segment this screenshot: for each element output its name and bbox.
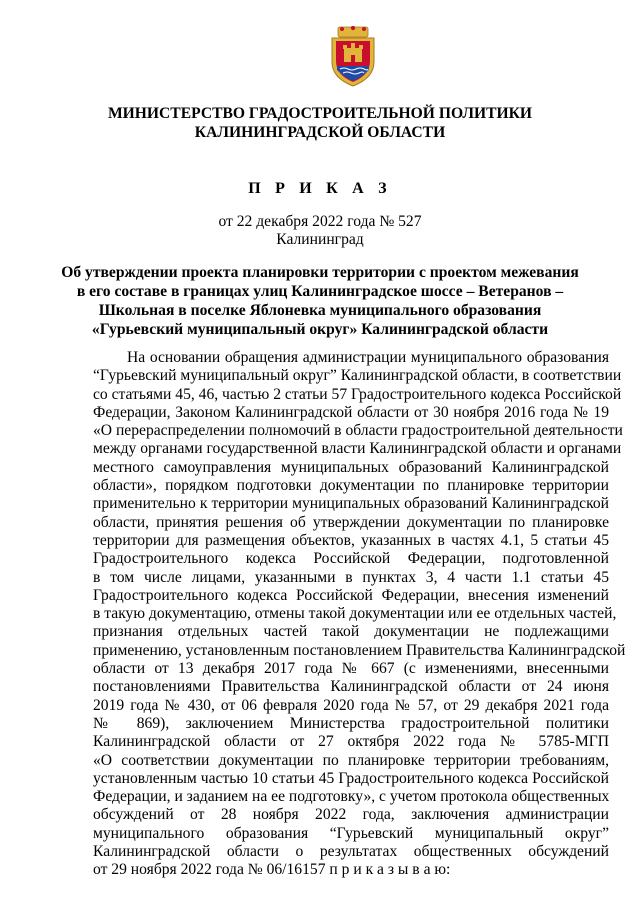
order-date-block	[0, 213, 640, 249]
body-line: установленным частью 10 статьи 45 Градостроительного кодекса Российской	[93, 769, 609, 787]
title-line: в его составе в границах улиц Калининградское шоссе – Ветеранов –	[76, 283, 564, 300]
body-line: в такую документацию, отмены такой документации или ее отдельных частей,	[93, 605, 617, 623]
title-line: «Гурьевский муниципальный округ» Калининградской области	[91, 321, 549, 338]
body-line: Градостроительного кодекса Российской Федерации, внесения изменений	[93, 586, 609, 604]
body-line: обсуждений от 28 ноября 2022 года, заключения администрации	[93, 806, 609, 824]
body-line: признания отдельных частей такой документации не подлежащими	[93, 623, 609, 641]
body-line: местного самоуправления муниципальных образований Калининградской	[93, 458, 609, 476]
body-line: № 869), заключением Министерства градостроительной политики	[93, 714, 609, 732]
body-line: применительно к территории муниципальных образований Калининградской	[93, 495, 609, 513]
ministry-line-1: МИНИСТЕРСТВО ГРАДОСТРОИТЕЛЬНОЙ ПОЛИТИКИ	[107, 105, 533, 122]
body-line: Калининградской области от 27 октября 2022 года № 5785-МГП	[93, 733, 609, 751]
body-line: Федерации, Законом Калининградской области от 30 ноября 2016 года № 19	[93, 403, 609, 421]
order-date-number: от 22 декабря 2022 года № 527	[218, 213, 422, 230]
body-line: со статьями 45, 46, частью 2 статьи 57 Градостроительного кодекса Российской	[93, 385, 622, 403]
body-line: области», порядком подготовки документации по планировке территории	[93, 477, 609, 495]
body-line: территории для размещения объектов, указанных в частях 4.1, 5 статьи 45	[93, 531, 609, 549]
order-title	[0, 263, 640, 339]
body-line: от 29 ноября 2022 года № 06/16157 п р и к а з ы в а ю:	[93, 861, 451, 879]
body-line: Калининградской области о результатах общественных обсуждений	[93, 843, 609, 861]
document-type-heading: П Р И К А З	[248, 180, 392, 197]
order-preamble	[93, 349, 626, 880]
ministry-line-2: КАЛИНИНГРАДСКОЙ ОБЛАСТИ	[194, 124, 446, 141]
order-city: Калининград	[276, 231, 364, 248]
title-line: Об утверждении проекта планировки территории с проектом межевания	[61, 264, 579, 281]
body-line: «О перераспределении полномочий в области градостроительной деятельности	[93, 422, 623, 440]
body-line: “Гурьевский муниципальный округ” Калининградской области, в соответствии	[93, 367, 622, 385]
body-line: области, принятия решения об утверждении документации по планировке	[93, 513, 609, 531]
body-line: применению, установленным постановлением Правительства Калининградской	[93, 641, 626, 659]
body-line: области от 13 декабря 2017 года № 667 (с изменениями, внесенными	[93, 660, 609, 678]
body-line: Федерации, и заданием на ее подготовку», с учетом протокола общественных	[93, 788, 610, 806]
body-line: На основании обращения администрации муниципального образования	[127, 349, 609, 366]
body-line: «О соответствии документации по планировке территории требованиям,	[93, 751, 609, 769]
body-line: в том числе лицами, указанными в пунктах 3, 4 части 1.1 статьи 45	[93, 568, 609, 586]
body-line: между органами государственной власти Калининградской области и органами	[93, 440, 622, 458]
body-line: 2019 года № 430, от 06 февраля 2020 года № 57, от 29 декабря 2021 года	[93, 696, 609, 714]
ministry-name	[0, 104, 640, 142]
body-line: постановлениями Правительства Калининградской области от 24 июня	[93, 678, 609, 696]
coat-of-arms-graphic	[328, 26, 378, 88]
body-line: муниципального образования “Гурьевский муниципальный округ”	[93, 824, 609, 842]
coat-of-arms-icon	[328, 26, 378, 88]
title-line: Школьная в поселке Яблоневка муниципального образования	[98, 302, 542, 319]
body-line: Градостроительного кодекса Российской Федерации, подготовленной	[93, 550, 609, 568]
